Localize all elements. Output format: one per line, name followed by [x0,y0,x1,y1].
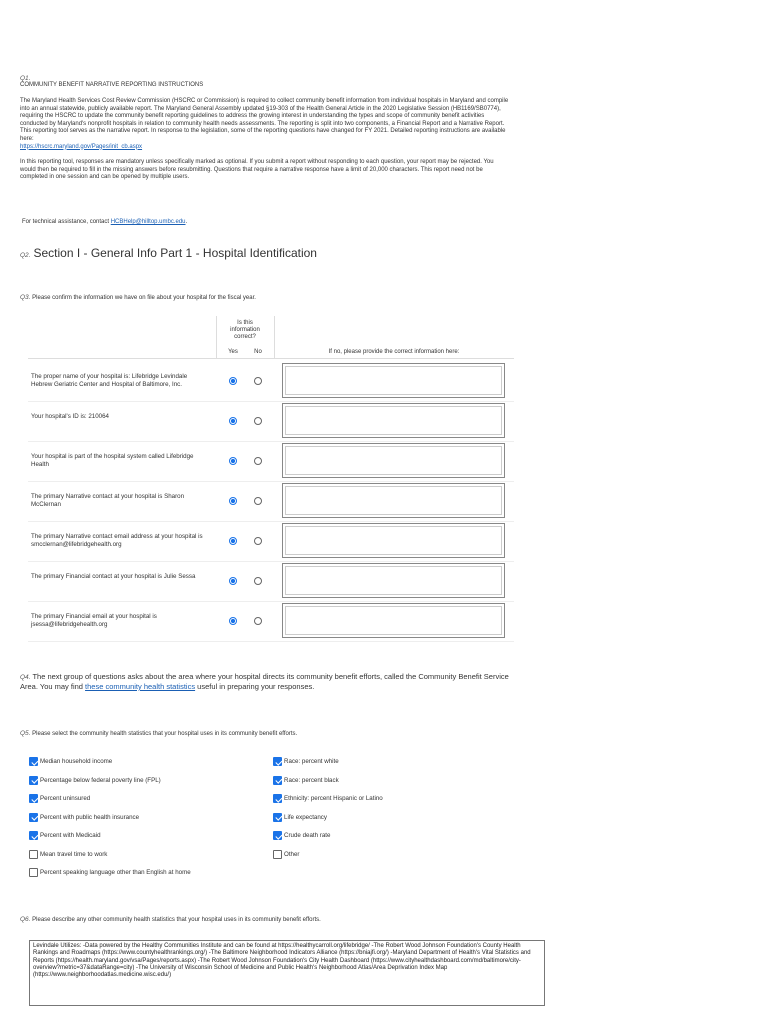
q3-yes-radio[interactable] [229,537,237,545]
community-health-statistics-link[interactable]: these community health statistics [85,682,196,691]
q3-correction-input-inner [285,406,502,435]
q3-text: Please confirm the information we have on file about your hospital for the fiscal year. [32,295,256,301]
q2-label: Q2. [20,252,31,259]
q3-no-radio[interactable] [254,577,262,585]
q3-no-radio[interactable] [254,497,262,505]
q5-option[interactable] [273,850,299,859]
q5-label: Q5. [20,730,31,737]
q5-option-label: Race: percent white [284,758,339,765]
q3-yes-radio[interactable] [229,417,237,425]
q1-para1-text: The Maryland Health Services Cost Review Commission (HSCRC or Commission) is required to collect community benefit information from individual hospitals in Maryland and compile into an annual statewide, publicly available report. The Maryland General Assembly updated §19-303 of the Health General Article in the 2020 Legislative Session (HB1169/SB0774), requiring the HSCRC to update the community benefit reporting guidelines to address the growing interest in understanding the types and scope of community benefit activities conducted by Maryland's nonprofit hospitals in relation to community health needs assessments. The reporting is split into two components, a Financial Report and a Narrative Report. This reporting tool serves as the narrative report. In response to the legislation, some of the reporting questions have changed for FY 2021. Detailed reporting instructions are available here: [20,98,509,142]
q1-para3-suffix: . [185,219,188,225]
q5-option[interactable] [29,794,90,803]
checkbox-icon[interactable] [29,794,38,803]
q3-row-label: Your hospital is part of the hospital system called Lifebridge Health [31,453,194,468]
checkbox-icon[interactable] [29,850,38,859]
q3-no-header: No [254,349,262,355]
q5-option-label: Crude death rate [284,832,331,839]
q3-row-separator [28,601,514,602]
q3-yes-radio[interactable] [229,497,237,505]
q6-question [20,916,321,925]
q3-row-label: The primary Narrative contact email address at your hospital is smcclernan@lifebridgehealth.org [31,533,203,548]
q1-paragraph-1 [20,98,510,151]
q1-label: Q1. [20,75,31,82]
q3-row-separator [28,521,514,522]
q5-option[interactable] [29,850,107,859]
help-email-link[interactable]: HCBHelp@hilltop.umbc.edu [110,219,186,225]
q3-correction-input-inner [285,366,502,395]
q3-header-divider-left [216,316,217,358]
checkbox-icon[interactable] [273,850,282,859]
q3-column-header: Is this information correct? [230,320,260,340]
q5-option[interactable] [273,813,327,822]
q5-option-label: Percent speaking language other than English at home [40,869,191,876]
q5-option[interactable] [29,831,101,840]
q3-question [20,294,256,303]
q4-text-a: The next group of questions asks about the area where your hospital directs its community benefit efforts, called the Community Benefit Service Area. You may find [20,672,509,691]
q3-no-radio[interactable] [254,617,262,625]
q3-yes-radio[interactable] [229,377,237,385]
q3-correction-input[interactable] [282,563,505,598]
q6-answer-textarea[interactable]: Levindale Utilizes: -Data powered by the Healthy Communities Institute and can be found at https://healthycarroll.org/lifebridge/ -The Robert Wood Johnson Foundation's County Health Rankings and Roadmaps (https://www.countyhealthrankings.org/) -The Baltimore Neighborhood Indicators Alliance (https://bniajfi.org/) -Maryland Department of Health's Vital Statistics and Reports (https://health.maryland.gov/vsa/Pages/reports.aspx) -The Robert Wood Johnson Foundation's City Health Dashboard (https://www.cityhealthdashboard.com/md/baltimore/city-overview?metric=37&dataRange=city) -The University of Wisconsin School of Medicine and Public Health's Neighborhood Atlas/Area Deprivation Index Map (https://www.neighborhoodatlas.medicine.wisc.edu/) [29,940,545,1006]
q3-correction-input[interactable] [282,443,505,478]
q5-option-label: Percent uninsured [40,795,91,802]
q1-paragraph-2: In this reporting tool, responses are mandatory unless specifically marked as optional. If you submit a report without responding to each question, your report may be rejected. You would then be required to fill in the missing answers before resubmitting. Questions that require a narrative response have a limit of 20,000 characters. This report need not be completed in one session and can be opened by multiple users. [20,159,494,181]
q5-option[interactable] [273,831,330,840]
q5-option-label: Other [284,850,300,858]
q3-label: Q3. [20,294,31,301]
checkbox-icon[interactable] [273,794,282,803]
q3-no-radio[interactable] [254,377,262,385]
checkbox-icon[interactable] [29,776,38,785]
q3-yes-radio[interactable] [229,617,237,625]
checkbox-icon[interactable] [29,757,38,766]
q3-correction-input-inner [285,446,502,475]
q4-question [20,672,510,691]
q3-yes-header: Yes [228,349,238,355]
q3-row-label: The proper name of your hospital is: Lifebridge Levindale Hebrew Geriatric Center and Hospital of Baltimore, Inc. [31,373,188,388]
q3-no-radio[interactable] [254,537,262,545]
q3-row-separator [28,641,514,642]
q1-para3-prefix: For technical assistance, contact [22,219,111,225]
q5-option-label: Mean travel time to work [40,850,108,858]
instructions-link[interactable]: https://hscrc.maryland.gov/Pages/init_cb.aspx [20,143,143,150]
q2-heading [20,246,317,260]
q6-text: Please describe any other community health statistics that your hospital uses in its community benefit efforts. [32,917,321,923]
q3-correction-input[interactable] [282,363,505,398]
q3-correction-input[interactable] [282,483,505,518]
q3-header-rule [28,358,514,359]
q5-option[interactable] [29,813,139,822]
q3-row-label: Your hospital's ID is: 210064 [31,413,110,420]
q3-header-divider-right [274,316,275,358]
q3-correction-input[interactable] [282,403,505,438]
q3-row-separator [28,401,514,402]
q3-yes-radio[interactable] [229,457,237,465]
q5-option[interactable] [29,868,191,877]
q3-row-separator [28,441,514,442]
q5-option-label: Percent with public health insurance [40,813,140,821]
q5-text: Please select the community health statistics that your hospital uses in its community benefit efforts. [32,731,298,737]
q3-row-separator [28,561,514,562]
q5-option[interactable] [29,776,161,785]
q3-correction-input-inner [285,566,502,595]
q3-correction-input-inner [285,526,502,555]
q5-option[interactable] [273,757,339,766]
q3-correction-input-inner [285,486,502,515]
q5-option-label: Life expectancy [284,813,327,821]
checkbox-icon[interactable] [29,831,38,840]
q3-row-label: The primary Financial contact at your hospital is Julie Sessa [31,573,196,580]
q1-paragraph-3 [22,219,512,227]
q5-option[interactable] [29,757,112,766]
q4-text-b: useful in preparing your responses. [195,682,315,691]
checkbox-icon[interactable] [29,813,38,822]
q3-no-radio[interactable] [254,417,262,425]
q5-option-label: Race: percent black [284,776,339,784]
q3-yes-radio[interactable] [229,577,237,585]
q3-correction-input[interactable] [282,523,505,558]
q5-option-label: Median household income [40,758,113,765]
q5-option[interactable] [273,776,339,785]
checkbox-icon[interactable] [29,868,38,877]
q6-label: Q6. [20,916,31,923]
q3-no-radio[interactable] [254,457,262,465]
q5-option-label: Ethnicity: percent Hispanic or Latino [284,795,383,802]
checkbox-icon[interactable] [273,831,282,840]
checkbox-icon[interactable] [273,757,282,766]
q3-row-label: The primary Financial email at your hospital is jsessa@lifebridgehealth.org [31,613,157,628]
q5-option-label: Percent with Medicaid [40,832,101,839]
q3-row-separator [28,481,514,482]
checkbox-icon[interactable] [273,813,282,822]
section-title: Section I - General Info Part 1 - Hospital Identification [33,246,317,260]
q3-correction-header: If no, please provide the correct information here: [328,349,460,355]
q5-option-label: Percentage below federal poverty line (FPL) [40,776,161,784]
q4-label: Q4. [20,674,31,681]
q5-question [20,730,297,739]
q3-row-label: The primary Narrative contact at your hospital is Sharon McClernan [31,493,185,508]
q5-option[interactable] [273,794,383,803]
q3-correction-input-inner [285,606,502,635]
checkbox-icon[interactable] [273,776,282,785]
q3-correction-input[interactable] [282,603,505,638]
q1-title: COMMUNITY BENEFIT NARRATIVE REPORTING INSTRUCTIONS [20,82,204,88]
